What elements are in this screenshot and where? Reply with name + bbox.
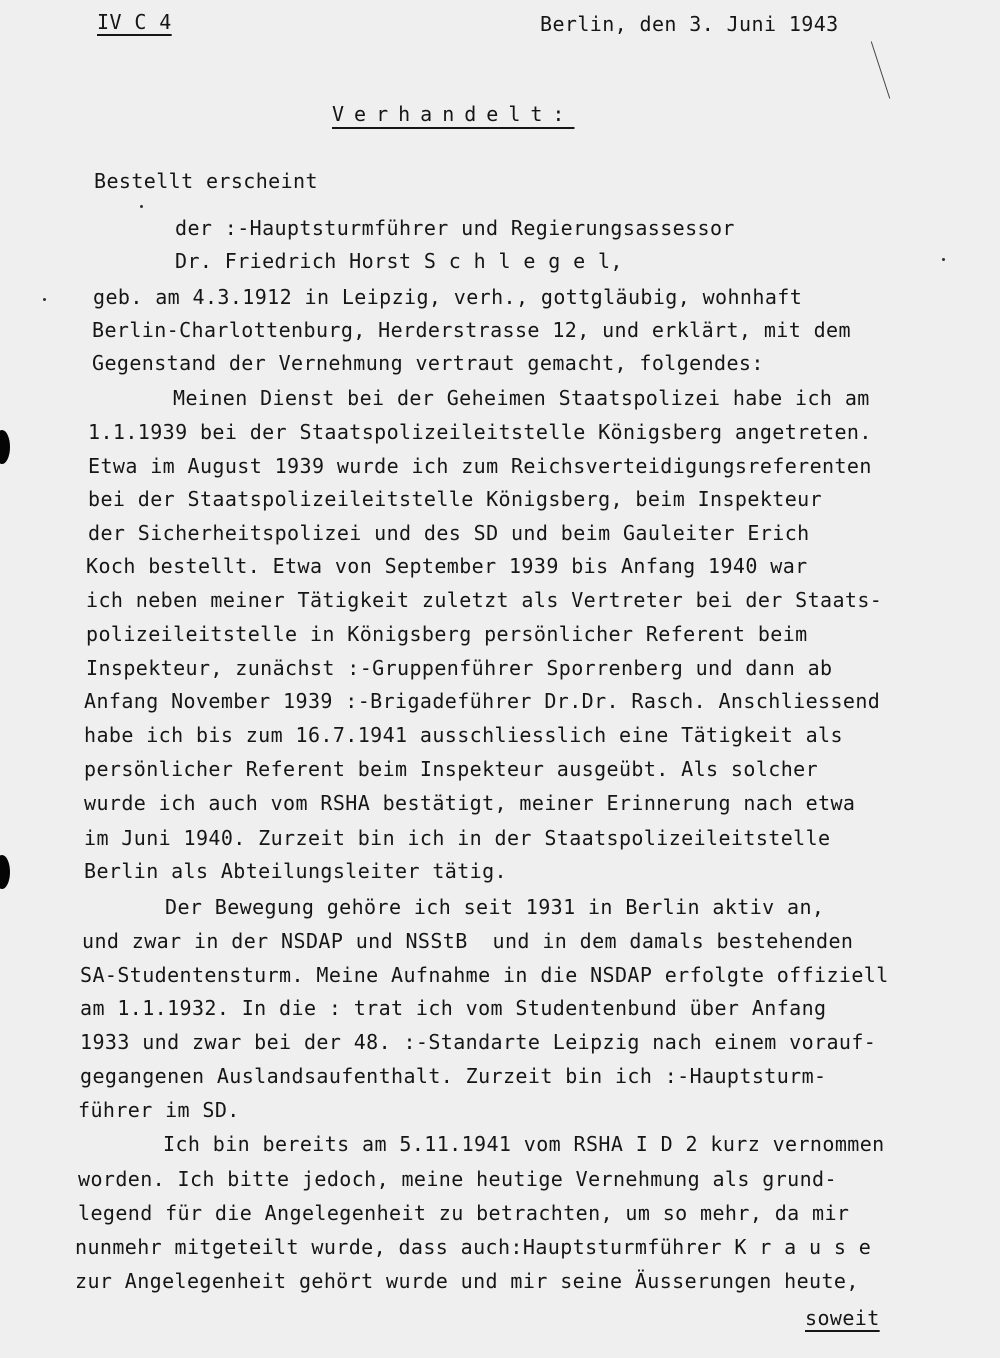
body-line: bei der Staatspolizeileitstelle Königsberg, beim Inspekteur xyxy=(88,487,823,511)
stray-ink-dot xyxy=(43,298,46,301)
pen-mark xyxy=(871,41,890,98)
punch-hole-bottom xyxy=(0,855,10,889)
body-line: polizeileitstelle in Königsberg persönlicher Referent beim xyxy=(86,622,808,646)
body-line: geb. am 4.3.1912 in Leipzig, verh., gottgläubig, wohnhaft xyxy=(93,285,803,309)
body-line: legend für die Angelegenheit zu betrachten, um so mehr, da mir xyxy=(78,1201,850,1225)
stray-ink-dot xyxy=(140,205,143,208)
body-line: führer im SD. xyxy=(78,1098,240,1122)
body-line: im Juni 1940. Zurzeit bin ich in der Staatspolizeileitstelle xyxy=(84,826,831,850)
body-line: Der Bewegung gehöre ich seit 1931 in Berlin aktiv an, xyxy=(165,895,825,919)
body-line: worden. Ich bitte jedoch, meine heutige Vernehmung als grund- xyxy=(78,1167,837,1191)
body-line: 1.1.1939 bei der Staatspolizeileitstelle Königsberg angetreten. xyxy=(88,420,872,444)
body-line: Gegenstand der Vernehmung vertraut gemacht, folgendes: xyxy=(92,351,764,375)
body-line: 1933 und zwar bei der 48. ꞉-Standarte Leipzig nach einem vorauf- xyxy=(80,1030,877,1054)
stray-ink-dot xyxy=(942,258,945,261)
document-reference: IV C 4 xyxy=(97,10,172,34)
body-line: Berlin-Charlottenburg, Herderstrasse 12, und erklärt, mit dem xyxy=(92,318,851,342)
body-line: Inspekteur, zunächst ꞉-Gruppenführer Sporrenberg und dann ab xyxy=(86,656,833,680)
document-title: Verhandelt: xyxy=(332,102,575,126)
body-line: der Sicherheitspolizei und des SD und beim Gauleiter Erich xyxy=(88,521,810,545)
punch-hole-top xyxy=(0,430,10,464)
body-line: Etwa im August 1939 wurde ich zum Reichsverteidigungsreferenten xyxy=(88,454,872,478)
body-line: Dr. Friedrich Horst S c h l e g e l, xyxy=(175,249,623,273)
body-line: SA-Studentensturm. Meine Aufnahme in die NSDAP erfolgte offiziell xyxy=(80,963,889,987)
continuation-word: soweit xyxy=(805,1306,880,1330)
body-line: zur Angelegenheit gehört wurde und mir seine Äusserungen heute, xyxy=(75,1269,859,1293)
body-line: gegangenen Auslandsaufenthalt. Zurzeit bin ich ꞉-Hauptsturm- xyxy=(80,1064,827,1088)
body-line: Berlin als Abteilungsleiter tätig. xyxy=(84,859,507,883)
body-line: Anfang November 1939 ꞉-Brigadeführer Dr.Dr. Rasch. Anschliessend xyxy=(84,689,881,713)
body-line: ich neben meiner Tätigkeit zuletzt als Vertreter bei der Staats- xyxy=(86,588,883,612)
place-date: Berlin, den 3. Juni 1943 xyxy=(540,12,839,36)
body-line: Bestellt erscheint xyxy=(94,169,318,193)
body-line: habe ich bis zum 16.7.1941 ausschliesslich eine Tätigkeit als xyxy=(84,723,843,747)
body-line: Meinen Dienst bei der Geheimen Staatspolizei habe ich am xyxy=(173,386,870,410)
body-line: wurde ich auch vom RSHA bestätigt, meiner Erinnerung nach etwa xyxy=(84,791,856,815)
body-line: am 1.1.1932. In die ꞉ trat ich vom Studentenbund über Anfang xyxy=(80,996,827,1020)
body-line: Ich bin bereits am 5.11.1941 vom RSHA I D 2 kurz vernommen xyxy=(163,1132,885,1156)
body-line: nunmehr mitgeteilt wurde, dass auch꞉Hauptsturmführer K r a u s e xyxy=(75,1235,872,1259)
body-line: und zwar in der NSDAP und NSStB und in dem damals bestehenden xyxy=(82,929,854,953)
body-line: der ꞉-Hauptsturmführer und Regierungsassessor xyxy=(175,216,735,240)
body-line: Koch bestellt. Etwa von September 1939 bis Anfang 1940 war xyxy=(86,554,808,578)
body-line: persönlicher Referent beim Inspekteur ausgeübt. Als solcher xyxy=(84,757,819,781)
